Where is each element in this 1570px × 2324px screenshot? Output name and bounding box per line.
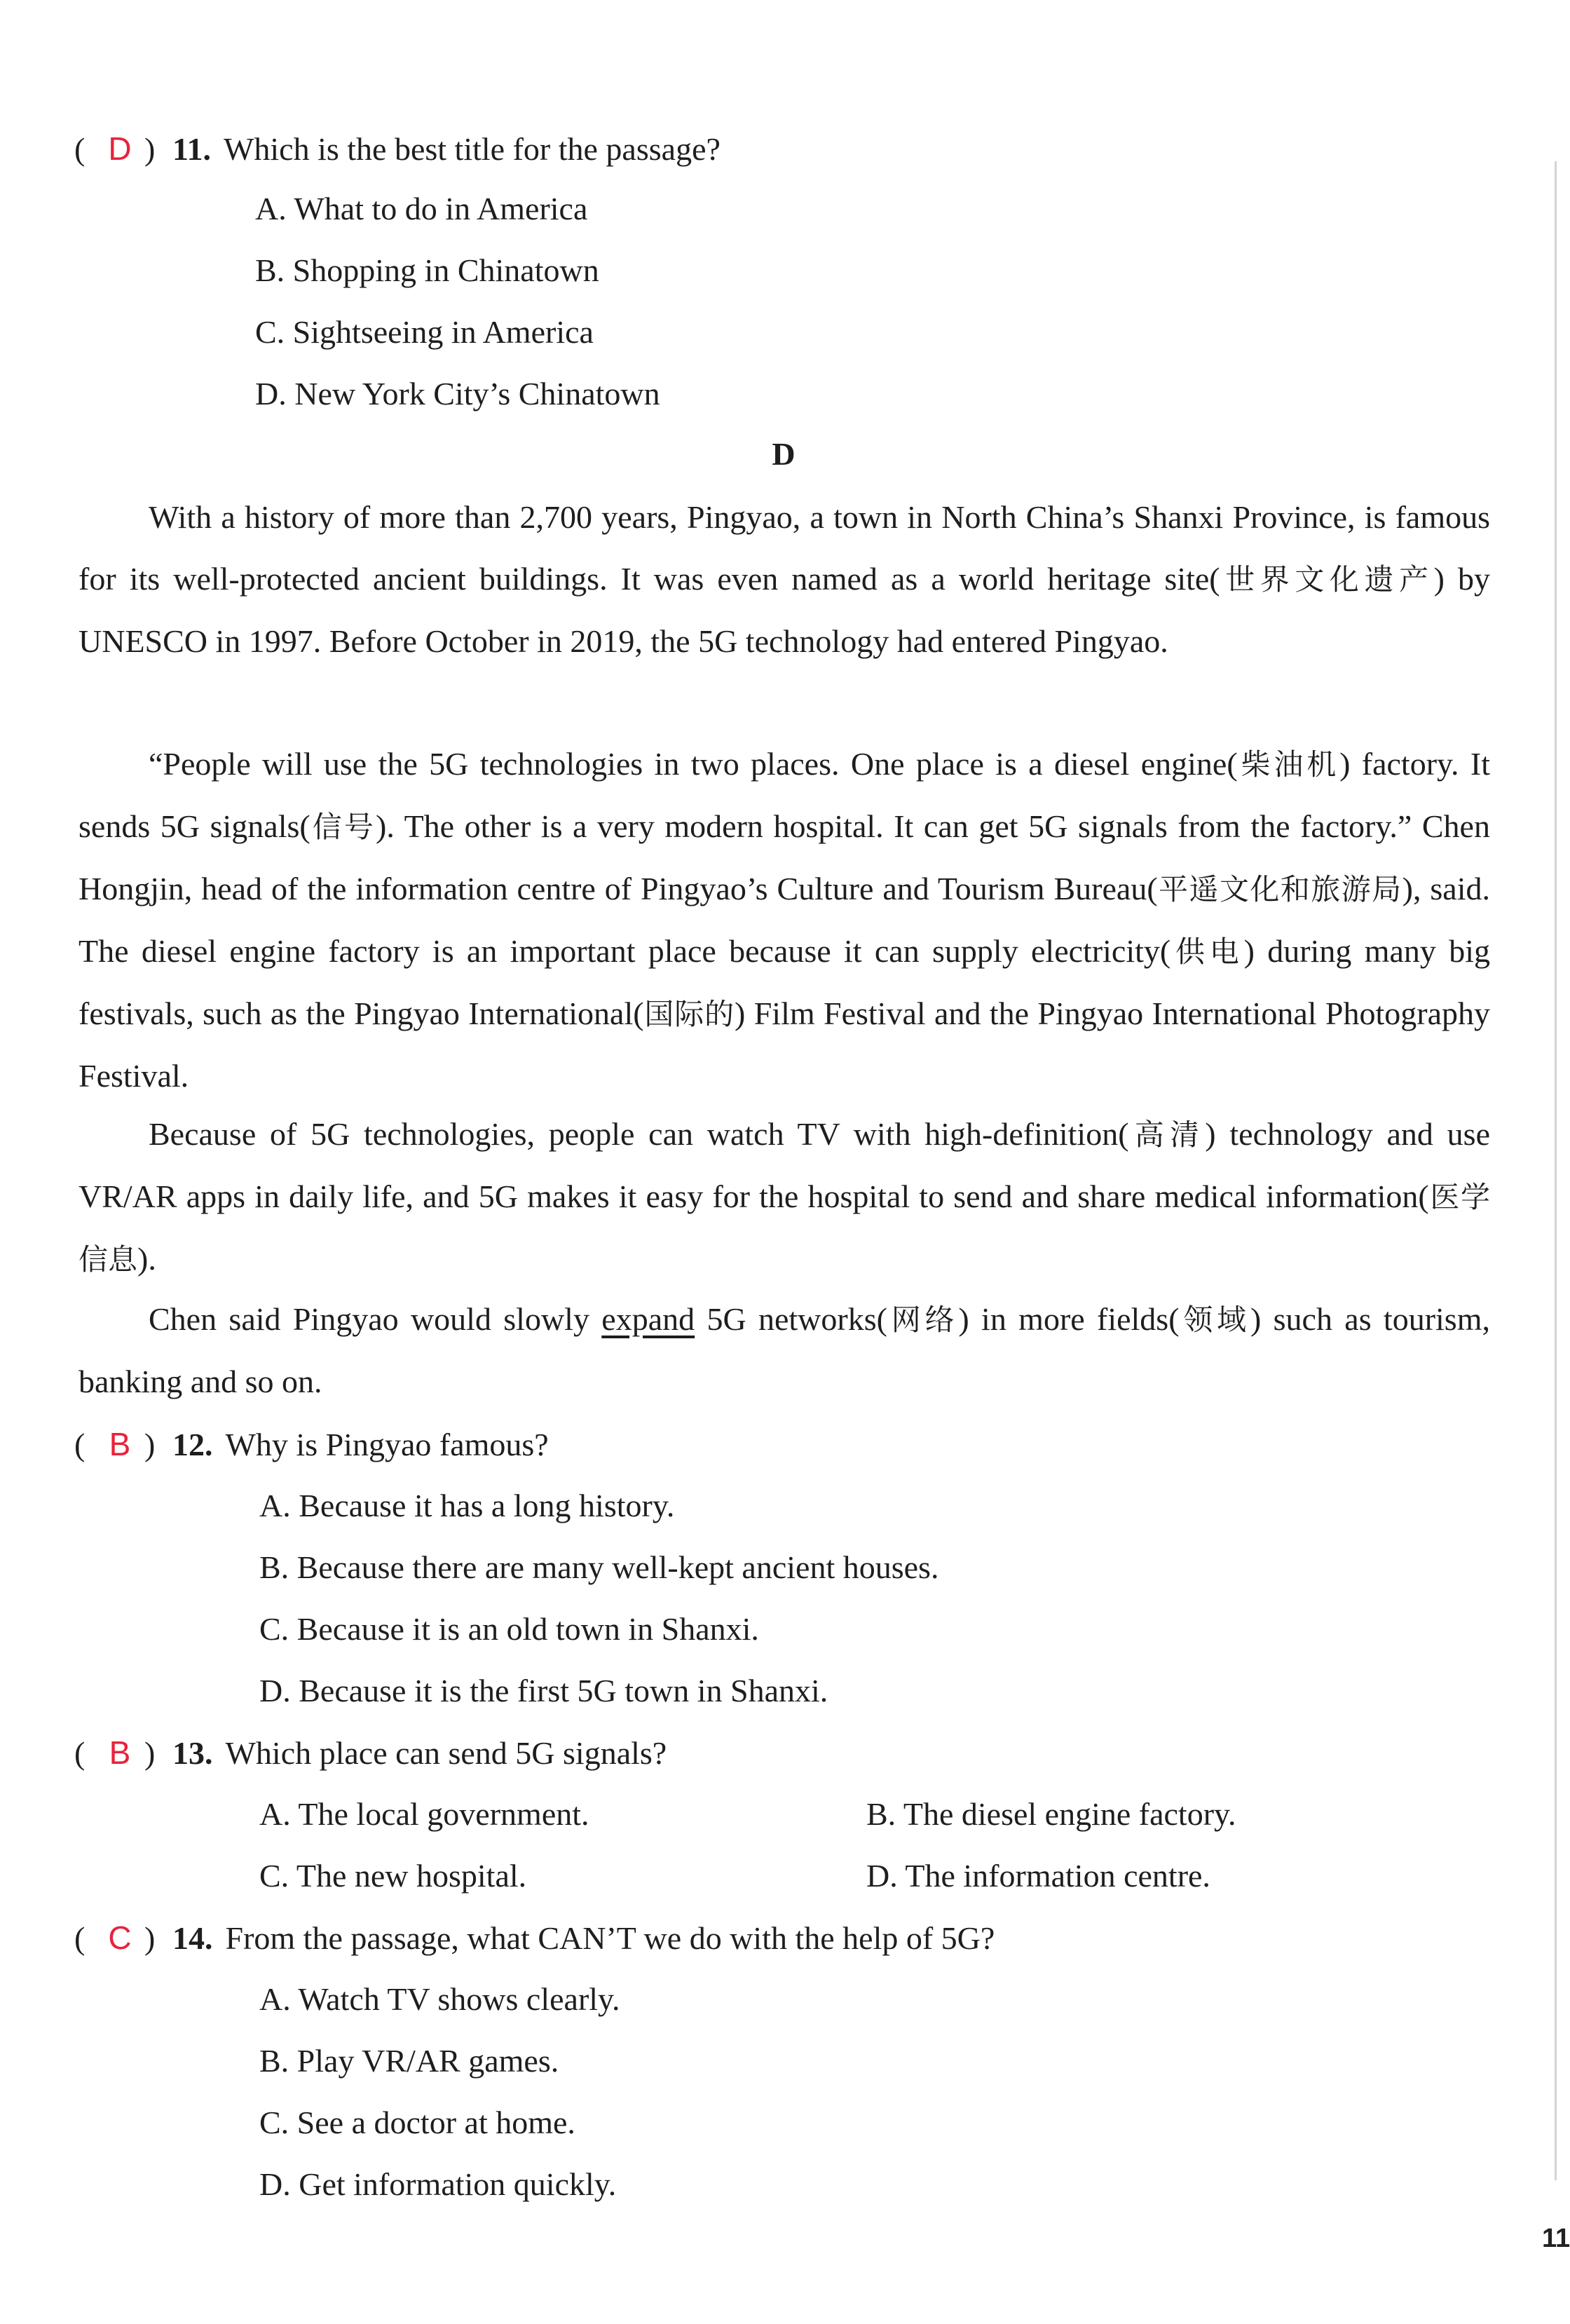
question-11 [74,128,721,170]
passage-paragraph-2 [78,733,1490,1107]
option-14-b: B. Play VR/AR games. [259,2043,559,2079]
answer-12: B [109,1426,131,1462]
option-14-c: C. See a doctor at home. [259,2105,575,2140]
passage-paragraph-4 [78,1289,1490,1413]
option-13-c: C. The new hospital. [259,1858,527,1894]
option-12-a: A. Because it has a long history. [259,1488,675,1523]
chinese-gloss: 网络 [887,1303,959,1337]
question-stem-11: Which is the best title for the passage? [223,131,721,167]
passage-text: ) technology and use VR/AR apps in daily life, and 5G makes it easy for the hospital to send and share medical information( [78,1116,1490,1214]
question-stem-12: Why is Pingyao famous? [225,1427,549,1462]
option-13-b: B. The diesel engine factory. [866,1796,1236,1832]
chinese-gloss: 世界文化遗产 [1220,562,1434,597]
question-stem-14: From the passage, what CAN’T we do with the help of 5G? [225,1920,995,1956]
option-11-d: D. New York City’s Chinatown [255,376,660,412]
passage-text: “People will use the 5G technologies in two places. One place is a diesel engine( [149,746,1238,782]
underlined-word: expand [601,1301,695,1337]
option-11-a: A. What to do in America [255,191,588,226]
question-stem-13: Which place can send 5G signals? [225,1735,667,1771]
passage-text: 5G networks( [695,1301,887,1337]
option-13-d: D. The information centre. [866,1858,1210,1894]
passage-text: ). [137,1241,156,1277]
chinese-gloss: 国际的 [643,997,735,1031]
option-12-d: D. Because it is the first 5G town in Shanxi. [259,1673,828,1708]
open-paren: ( [74,1427,86,1462]
passage-text: ) such as tourism, banking and so on. [78,1301,1490,1399]
option-12-c: C. Because it is an old town in Shanxi. [259,1611,759,1647]
close-paren: ) [144,1920,156,1956]
option-11-c: C. Sightseeing in America [255,314,594,350]
passage-text: ) in more fields( [958,1301,1180,1337]
chinese-gloss: 信号 [310,810,376,844]
question-number-11: 11. [172,131,211,167]
open-paren: ( [74,1920,86,1956]
question-13 [74,1732,667,1774]
passage-text: ). The other is a very modern hospital. It can get 5G signals from the factory.” Chen Hongjin, head of the information centre of Pingyao’s Culture and Tourism Bureau( [78,808,1490,906]
passage-text: Chen said Pingyao would slowly [149,1301,602,1337]
close-paren: ) [144,1735,156,1771]
close-paren: ) [144,131,156,167]
close-paren: ) [144,1427,156,1462]
question-14 [74,1917,995,1959]
chinese-gloss: 高清 [1128,1117,1206,1152]
passage-text: Because of 5G technologies, people can watch TV with high-definition( [149,1116,1129,1152]
question-number-13: 13. [172,1735,213,1771]
answer-14: C [108,1919,132,1956]
option-12-b: B. Because there are many well-kept ancient houses. [259,1549,939,1585]
option-13-a: A. The local government. [259,1796,589,1832]
passage-text: ) by UNESCO in 1997. Before October in 2019, the 5G technology had entered Pingyao. [78,561,1490,659]
open-paren: ( [74,131,86,167]
question-12 [74,1423,549,1466]
option-14-d: D. Get information quickly. [259,2166,617,2202]
passage-text: ), said. The diesel engine factory is an important place because it can supply electricity( [78,871,1490,969]
passage-text: ) factory. It sends 5G signals( [78,746,1490,844]
page-number: 11 [1542,2224,1570,2253]
question-number-14: 14. [172,1920,213,1956]
page-edge-rule [1555,161,1557,2180]
section-title: D [772,436,796,472]
chinese-gloss: 医学信息 [78,1180,1490,1277]
chinese-gloss: 供电 [1170,935,1244,969]
passage-text: ) Film Festival and the Pingyao International Photography Festival. [78,995,1490,1094]
answer-11: D [108,130,132,167]
answer-13: B [109,1734,131,1771]
option-11-b: B. Shopping in Chinatown [255,252,599,288]
chinese-gloss: 柴油机 [1237,747,1340,782]
passage-text: ) during many big festivals, such as the Pingyao International( [78,933,1490,1031]
chinese-gloss: 领域 [1179,1303,1250,1337]
open-paren: ( [74,1735,86,1771]
chinese-gloss: 平遥文化和旅游局 [1157,872,1402,906]
passage-paragraph-3 [78,1103,1490,1291]
option-14-a: A. Watch TV shows clearly. [259,1981,620,2017]
question-number-12: 12. [172,1427,213,1462]
passage-paragraph-1 [78,487,1490,672]
passage-text: With a history of more than 2,700 years, Pingyao, a town in North China’s Shanxi Province, is famous for its well-protected ancient buildings. It was even named as a world heritage site( [78,499,1490,597]
